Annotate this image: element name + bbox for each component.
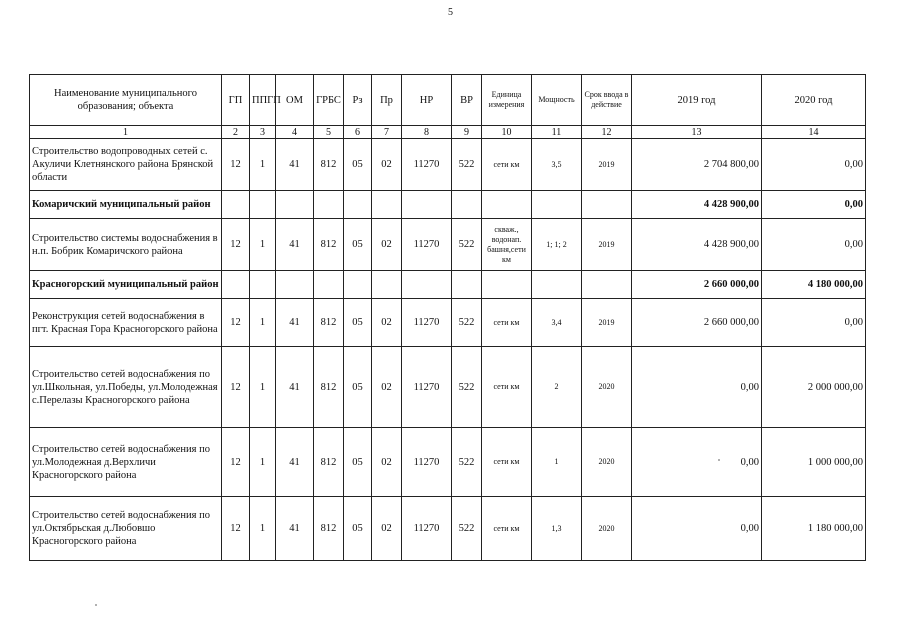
object-name: Строительство водопроводных сетей с. Акуличи Клетнянского района Брянской области [30,139,222,191]
cell-ppgp: 1 [250,299,276,347]
cell-unit [482,271,532,299]
budget-table [29,74,866,561]
header-grbs: ГРБС [314,75,344,126]
cell-ppgp: 1 [250,428,276,497]
cell-deadline: 2019 [582,139,632,191]
cell-deadline: 2020 [582,497,632,561]
header-om: ОМ [276,75,314,126]
column-number: 11 [532,126,582,139]
header-gp: ГП [222,75,250,126]
district-total-2019: 4 428 900,00 [632,191,762,219]
cell-np: 11270 [402,219,452,271]
cell-grbs: 812 [314,219,344,271]
header-2019: 2019 год [632,75,762,126]
scan-speck [95,604,97,606]
cell-deadline: 2019 [582,299,632,347]
cell-grbs: 812 [314,428,344,497]
header-np: НР [402,75,452,126]
table-row [30,219,866,271]
district-name: Красногорский муниципальный район [30,271,222,299]
column-number: 12 [582,126,632,139]
cell-deadline [582,271,632,299]
cell-grbs [314,191,344,219]
district-row [30,191,866,219]
cell-2019: 0,00 [632,497,762,561]
cell-unit: скваж., водонап. башня,сети км [482,219,532,271]
scan-speck [718,459,720,461]
cell-om: 41 [276,428,314,497]
page-number: 5 [448,7,453,18]
column-number: 2 [222,126,250,139]
cell-capacity: 1 [532,428,582,497]
district-name: Комаричский муниципальный район [30,191,222,219]
column-number: 1 [30,126,222,139]
cell-vr: 522 [452,139,482,191]
cell-2019: 0,00 [632,428,762,497]
cell-ppgp: 1 [250,347,276,428]
column-number: 10 [482,126,532,139]
cell-capacity: 1; 1; 2 [532,219,582,271]
table-row [30,428,866,497]
cell-grbs: 812 [314,497,344,561]
cell-grbs: 812 [314,347,344,428]
cell-2019: 2 660 000,00 [632,299,762,347]
column-number: 7 [372,126,402,139]
cell-om: 41 [276,299,314,347]
cell-2019: 0,00 [632,347,762,428]
cell-ppgp [250,191,276,219]
object-name: Строительство сетей водоснабжения по ул.Октябрьская д.Любовшо Красногорского района [30,497,222,561]
cell-deadline: 2020 [582,347,632,428]
cell-pr: 02 [372,219,402,271]
column-number: 9 [452,126,482,139]
cell-gp: 12 [222,347,250,428]
cell-ppgp: 1 [250,219,276,271]
header-ppgp: ППГП [250,75,276,126]
header-rz: Рз [344,75,372,126]
district-total-2020: 0,00 [762,191,866,219]
object-name: Строительство системы водоснабжения в н.п. Бобрик Комаричского района [30,219,222,271]
cell-capacity [532,271,582,299]
header-name: Наименование муниципального образования; объекта [30,75,222,126]
object-name: Строительство сетей водоснабжения по ул.Школьная, ул.Победы, ул.Молодежная с.Перелазы Красногорского района [30,347,222,428]
object-name: Строительство сетей водоснабжения по ул.Молодежная д.Верхличи Красногорского района [30,428,222,497]
table-row [30,299,866,347]
header-capacity: Мощность [532,75,582,126]
table-row [30,347,866,428]
cell-np [402,191,452,219]
cell-deadline: 2019 [582,219,632,271]
cell-om [276,191,314,219]
column-number: 6 [344,126,372,139]
cell-ppgp: 1 [250,497,276,561]
header-pr: Пр [372,75,402,126]
cell-gp: 12 [222,428,250,497]
cell-np: 11270 [402,497,452,561]
cell-unit: сети км [482,428,532,497]
header-vr: ВР [452,75,482,126]
table-row [30,497,866,561]
cell-pr: 02 [372,497,402,561]
cell-vr: 522 [452,347,482,428]
cell-rz [344,271,372,299]
cell-grbs [314,271,344,299]
cell-ppgp: 1 [250,139,276,191]
cell-np: 11270 [402,428,452,497]
district-total-2020: 4 180 000,00 [762,271,866,299]
column-number: 3 [250,126,276,139]
cell-om [276,271,314,299]
cell-2020: 0,00 [762,299,866,347]
cell-pr [372,191,402,219]
cell-capacity [532,191,582,219]
cell-deadline [582,191,632,219]
cell-np: 11270 [402,347,452,428]
cell-vr [452,271,482,299]
column-number-row [30,126,866,139]
cell-deadline: 2020 [582,428,632,497]
cell-2020: 2 000 000,00 [762,347,866,428]
cell-vr: 522 [452,219,482,271]
table-row [30,139,866,191]
cell-om: 41 [276,139,314,191]
cell-gp [222,191,250,219]
cell-vr: 522 [452,428,482,497]
header-unit: Единица измерения [482,75,532,126]
cell-om: 41 [276,347,314,428]
cell-om: 41 [276,219,314,271]
header-deadline: Срок ввода в действие [582,75,632,126]
cell-rz: 05 [344,428,372,497]
header-2020: 2020 год [762,75,866,126]
cell-2020: 0,00 [762,139,866,191]
cell-vr: 522 [452,497,482,561]
cell-2019: 4 428 900,00 [632,219,762,271]
cell-gp: 12 [222,497,250,561]
cell-gp [222,271,250,299]
district-total-2019: 2 660 000,00 [632,271,762,299]
cell-2020: 0,00 [762,219,866,271]
cell-om: 41 [276,497,314,561]
cell-grbs: 812 [314,139,344,191]
cell-pr: 02 [372,347,402,428]
cell-pr: 02 [372,428,402,497]
cell-rz: 05 [344,139,372,191]
column-number: 14 [762,126,866,139]
cell-np: 11270 [402,299,452,347]
cell-pr: 02 [372,299,402,347]
cell-capacity: 3,5 [532,139,582,191]
cell-rz: 05 [344,219,372,271]
cell-capacity: 2 [532,347,582,428]
cell-unit: сети км [482,347,532,428]
cell-rz [344,191,372,219]
district-row [30,271,866,299]
cell-gp: 12 [222,139,250,191]
cell-np [402,271,452,299]
cell-capacity: 1,3 [532,497,582,561]
cell-ppgp [250,271,276,299]
cell-gp: 12 [222,219,250,271]
cell-np: 11270 [402,139,452,191]
cell-rz: 05 [344,299,372,347]
cell-unit: сети км [482,497,532,561]
cell-pr [372,271,402,299]
cell-unit: сети км [482,299,532,347]
cell-pr: 02 [372,139,402,191]
column-number: 13 [632,126,762,139]
cell-gp: 12 [222,299,250,347]
header-row [30,75,866,126]
cell-rz: 05 [344,497,372,561]
column-number: 8 [402,126,452,139]
object-name: Реконструкция сетей водоснабжения в пгт. Красная Гора Красногорского района [30,299,222,347]
cell-unit [482,191,532,219]
cell-vr: 522 [452,299,482,347]
column-number: 5 [314,126,344,139]
cell-2019: 2 704 800,00 [632,139,762,191]
cell-vr [452,191,482,219]
cell-2020: 1 180 000,00 [762,497,866,561]
cell-capacity: 3,4 [532,299,582,347]
cell-grbs: 812 [314,299,344,347]
cell-2020: 1 000 000,00 [762,428,866,497]
column-number: 4 [276,126,314,139]
cell-rz: 05 [344,347,372,428]
cell-unit: сети км [482,139,532,191]
